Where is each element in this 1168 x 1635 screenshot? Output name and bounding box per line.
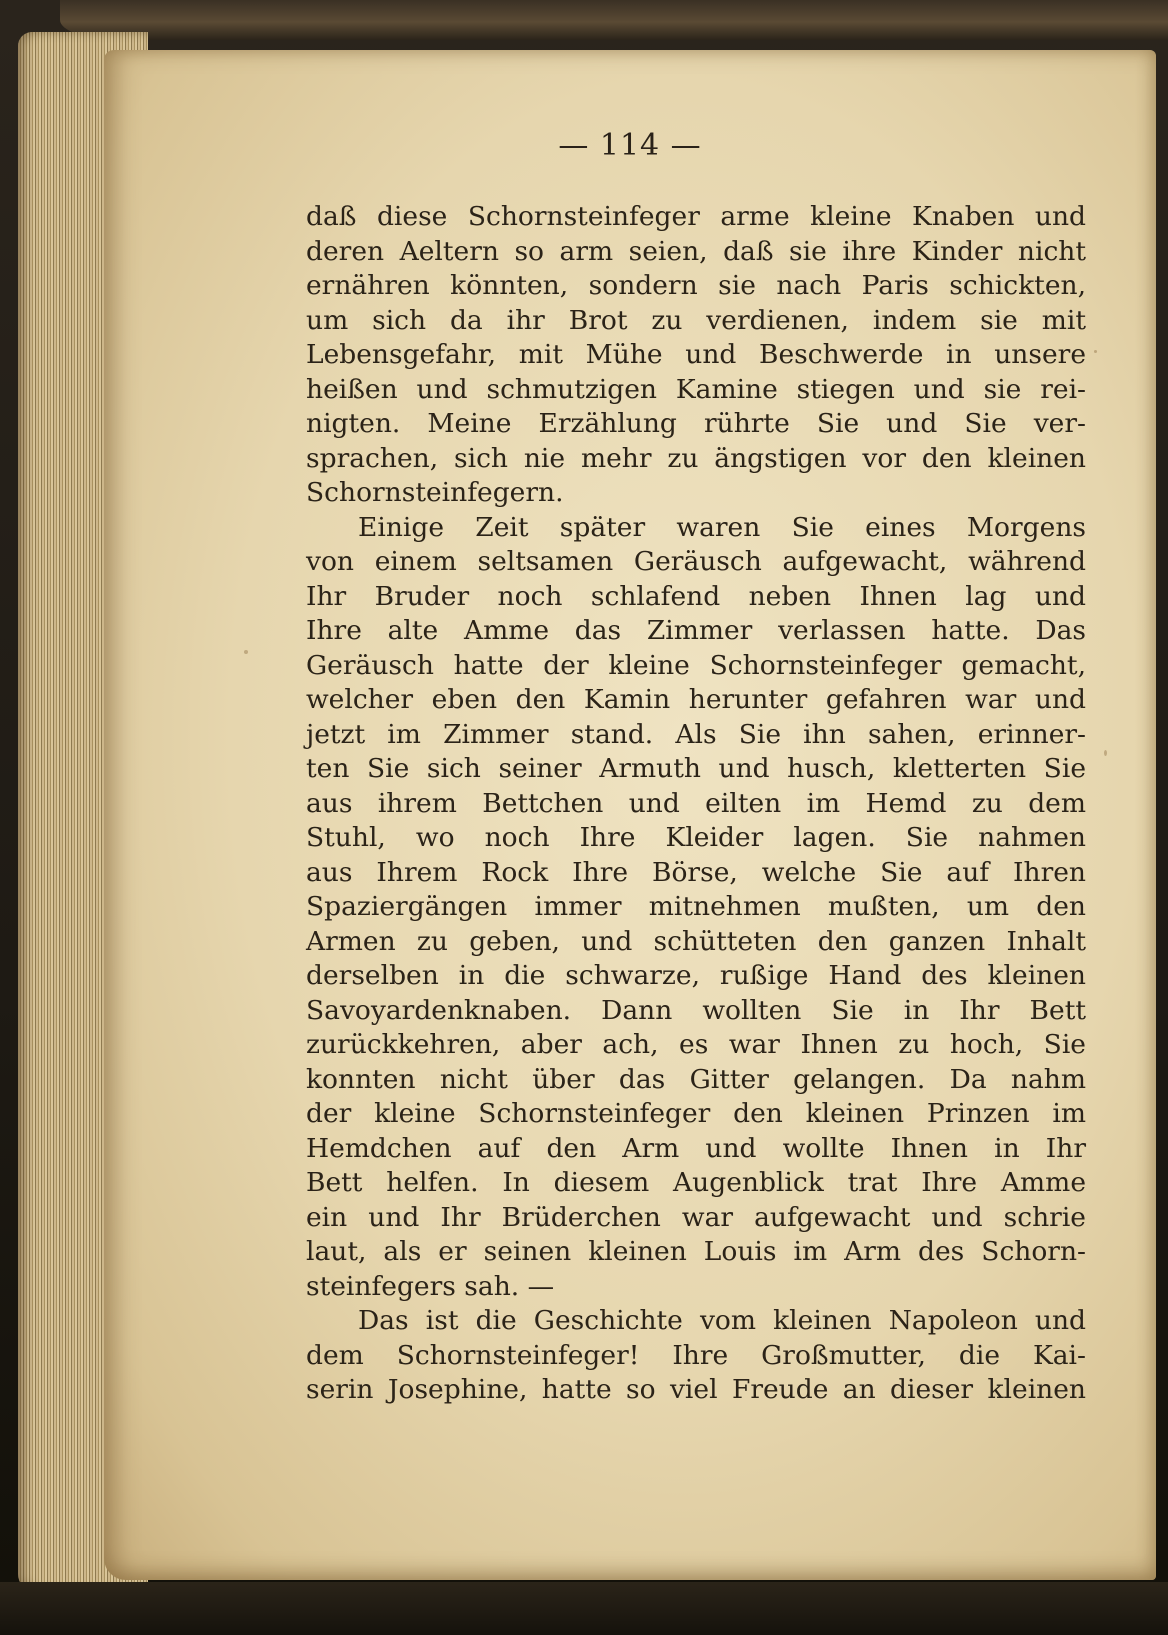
text-line: Hemdchen auf den Arm und wollte Ihnen in Ihr [306,1132,1086,1164]
text-line: ten Sie sich seiner Armuth und husch, kletterten Sie [306,753,1086,784]
book-bottom-edge [0,1582,1168,1635]
text-line: Stuhl, wo noch Ihre Kleider lagen. Sie nahmen [306,822,1086,853]
text-line: Spaziergängen immer mitnehmen mußten, um den [306,891,1086,922]
text-line: derselben in die schwarze, rußige Hand des kleinen [306,960,1086,991]
text-line: Savoyardenknaben. Dann wollten Sie in Ihr Bett [306,994,1086,1026]
text-line: nigten. Meine Erzählung rührte Sie und Sie ver- [306,408,1086,439]
foxing-speck [1094,350,1097,353]
text-line: ernähren könnten, sondern sie nach Paris schickten, [306,270,1086,301]
text-line: Einige Zeit später waren Sie eines Morgens [358,511,1086,543]
text-line: Bett helfen. In diesem Augenblick trat Ihre Amme [306,1167,1086,1198]
text-line: heißen und schmutzigen Kamine stiegen und sie rei- [306,373,1086,405]
text-line: konnten nicht über das Gitter gelangen. Da nahm [306,1063,1086,1095]
foxing-speck [1104,750,1107,756]
text-line: daß diese Schornsteinfeger arme kleine Knaben und [306,201,1086,232]
text-line: von einem seltsamen Geräusch aufgewacht, während [306,546,1086,577]
text-line: Lebensgefahr, mit Mühe und Beschwerde in unsere [306,339,1086,370]
text-line: steinfegers sah. — [306,1270,555,1302]
text-line: aus ihrem Bettchen und eilten im Hemd zu dem [306,787,1086,819]
cover-top-edge [60,0,1168,40]
text-line: sprachen, sich nie mehr zu ängstigen vor den kleinen [306,442,1086,474]
text-line: jetzt im Zimmer stand. Als Sie ihn sahen, erinner- [306,718,1086,750]
text-line: aus Ihrem Rock Ihre Börse, welche Sie auf Ihren [306,856,1086,888]
text-line: Ihr Bruder noch schlafend neben Ihnen lag und [306,580,1086,612]
text-line: deren Aeltern so arm seien, daß sie ihre Kinder nicht [306,235,1086,267]
text-line: dem Schornsteinfeger! Ihre Großmutter, die Kai- [306,1339,1086,1371]
text-line: Geräusch hatte der kleine Schornsteinfeger gemacht, [306,649,1086,681]
page-number: — 114 — [558,128,702,163]
text-line: der kleine Schornsteinfeger den kleinen Prinzen im [306,1098,1086,1129]
text-line: Das ist die Geschichte vom kleinen Napoleon und [358,1305,1086,1336]
text-line: Schornsteinfegern. [306,477,564,508]
text-line: welcher eben den Kamin herunter gefahren war und [306,684,1086,715]
text-line: serin Josephine, hatte so viel Freude an dieser kleinen [306,1374,1086,1405]
foxing-speck [244,650,248,654]
body-text [306,200,1086,1408]
text-line: Ihre alte Amme das Zimmer verlassen hatte. Das [306,615,1086,646]
text-line: um sich da ihr Brot zu verdienen, indem sie mit [306,304,1086,336]
text-line: Armen zu geben, und schütteten den ganzen Inhalt [306,925,1086,957]
text-line: zurückkehren, aber ach, es war Ihnen zu hoch, Sie [306,1029,1086,1060]
text-line: ein und Ihr Brüderchen war aufgewacht und schrie [306,1201,1086,1233]
text-line: laut, als er seinen kleinen Louis im Arm des Schorn- [306,1236,1086,1267]
